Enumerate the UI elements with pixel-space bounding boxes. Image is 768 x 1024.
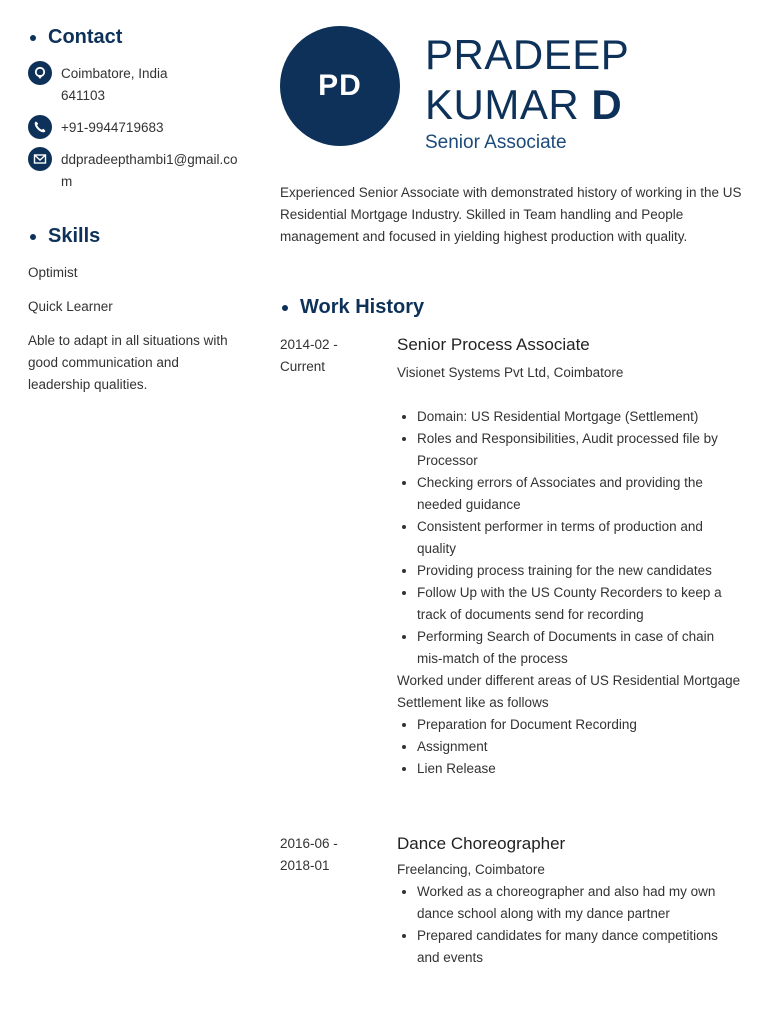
address-line2: 641103 (61, 88, 106, 103)
list-item: • Domain: US Residential Mortgage (Settlement) (417, 406, 742, 428)
job-details (397, 833, 742, 969)
list-item: • Preparation for Document Recording (417, 714, 742, 736)
job-note: Worked under different areas of US Residential Mortgage Settlement like as follows (397, 673, 741, 710)
job-role: Senior Process Associate (397, 335, 590, 354)
skill-item: Optimist (28, 265, 78, 280)
name-line1: PRADEEP (425, 31, 630, 78)
email-text: ddpradeepthambi1@gmail.com (61, 152, 238, 189)
address-row (28, 63, 244, 107)
name-initial: D (591, 81, 623, 128)
heading-bullet (30, 35, 36, 41)
address-text (61, 63, 168, 107)
skill-item: Quick Learner (28, 299, 113, 314)
initials-avatar: PD (280, 26, 400, 146)
contact-heading (28, 26, 244, 49)
list-item: • Prepared candidates for many dance competitions and events (417, 925, 742, 969)
skills-heading-label: Skills (48, 225, 101, 247)
list-item: • Worked as a choreographer and also had my own dance school along with my dance partner (417, 881, 742, 925)
list-item: • Performing Search of Documents in case of chain mis-match of the process (417, 626, 742, 670)
contact-heading-label: Contact (48, 26, 123, 48)
job-bullets-secondary (397, 714, 742, 780)
job-details (397, 334, 742, 780)
skills-heading (28, 225, 244, 248)
skill-item: Able to adapt in all situations with good communication and leadership qualities. (28, 333, 228, 392)
job-dates (280, 833, 380, 877)
job-date-end: 2018-01 (280, 858, 330, 873)
list-item: • Checking errors of Associates and providing the needed guidance (417, 472, 742, 516)
heading-bullet (30, 234, 36, 240)
job-bullets (397, 881, 742, 969)
name-last: KUMAR (425, 81, 592, 128)
name-line2 (425, 80, 629, 130)
email-icon (28, 147, 52, 171)
work-history-heading (280, 296, 424, 319)
location-pin-icon (28, 61, 52, 85)
full-name (425, 30, 629, 130)
list-item: • Follow Up with the US County Recorders to keep a track of documents send for recording (417, 582, 742, 626)
job-date-start: 2014-02 - (280, 337, 338, 352)
job-dates (280, 334, 380, 378)
job-date-start: 2016-06 - (280, 836, 338, 851)
job-company: Freelancing, Coimbatore (397, 862, 545, 877)
phone-text: +91-9944719683 (61, 120, 164, 135)
job-bullets (397, 406, 742, 670)
list-item: • Lien Release (417, 758, 742, 780)
list-item: • Providing process training for the new candidates (417, 560, 742, 582)
summary-paragraph: Experienced Senior Associate with demonstrated history of working in the US Residential Mortgage Industry. Skilled in Team handling and People management and focused in yielding highest production with quality. (280, 185, 742, 244)
left-column (28, 26, 244, 396)
list-item: • Consistent performer in terms of production and quality (417, 516, 742, 560)
email-row (28, 149, 244, 193)
list-item: • Roles and Responsibilities, Audit processed file by Processor (417, 428, 742, 472)
work-history-heading-label: Work History (300, 296, 425, 318)
job-title: Senior Associate (425, 132, 567, 153)
phone-icon (28, 115, 52, 139)
heading-bullet (282, 305, 288, 311)
job-role: Dance Choreographer (397, 834, 566, 853)
address-line1: Coimbatore, India (61, 66, 168, 81)
job-date-end: Current (280, 359, 326, 374)
job-company: Visionet Systems Pvt Ltd, Coimbatore (397, 365, 624, 380)
phone-row (28, 117, 244, 139)
list-item: • Assignment (417, 736, 742, 758)
